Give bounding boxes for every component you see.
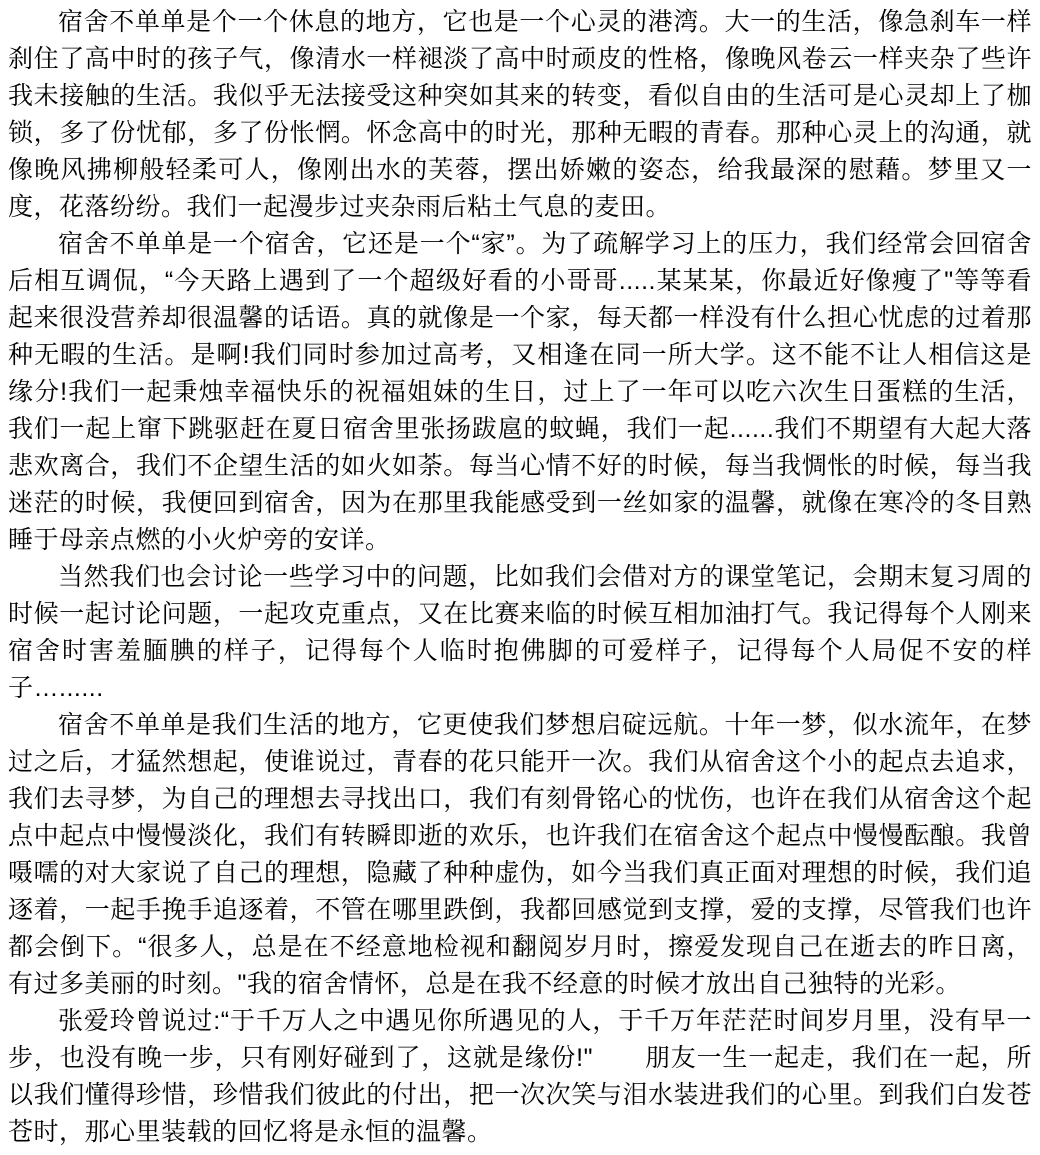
essay-paragraph-5: 张爱玲曾说过:“于千万人之中遇见你所遇见的人，于千万年茫茫时间岁月里，没有早一步，也没有晚一步，只有刚好碰到了，这就是缘份!" 朋友一生一起走，我们在一起，所以我们懂得珍惜，珍惜我们彼此的付出，把一次次笑与泪水装进我们的心里。到我们白发苍苍时，那心里装载的回忆将是永恒的温馨。 (8, 1007, 1032, 1146)
essay-paragraph-1: 宿舍不单单是个一个休息的地方，它也是一个心灵的港湾。大一的生活，像急刹车一样刹住了高中时的孩子气，像清水一样褪淡了高中时顽皮的性格，像晚风卷云一样夹杂了些许我未接触的生活。我似乎无法接受这种突如其来的转变，看似自由的生活可是心灵却上了枷锁，多了份忧郁，多了份怅惘。怀念高中的时光，那种无暇的青春。那种心灵上的沟通，就像晚风拂柳般轻柔可人，像刚出水的芙蓉，摆出娇嫩的姿态，给我最深的慰藉。梦里又一度，花落纷纷。我们一起漫步过夹杂雨后粘土气息的麦田。 (8, 8, 1032, 221)
essay-paragraph-4: 宿舍不单单是我们生活的地方，它更使我们梦想启碇远航。十年一梦，似水流年，在梦过之后，才猛然想起，使谁说过，青春的花只能开一次。我们从宿舍这个小的起点去追求，我们去寻梦，为自己的理想去寻找出口，我们有刻骨铭心的忧伤，也许在我们从宿舍这个起点中起点中慢慢淡化，我们有转瞬即逝的欢乐，也许我们在宿舍这个起点中慢慢酝酿。我曾嗫嚅的对大家说了自己的理想，隐藏了种种虚伪，如今当我们真正面对理想的时候，我们追逐着，一起手挽手追逐着，不管在哪里跌倒，我都回感觉到支撑，爱的支撑，尽管我们也许都会倒下。“很多人，总是在不经意地检视和翻阅岁月时，擦爱发现自己在逝去的昨日离，有过多美丽的时刻。"我的宿舍情怀，总是在我不经意的时候才放出自己独特的光彩。 (8, 711, 1032, 998)
essay-paragraph-2: 宿舍不单单是一个宿舍，它还是一个“家”。为了疏解学习上的压力，我们经常会回宿舍后相互调侃，“今天路上遇到了一个超级好看的小哥哥.....某某某，你最近好像瘦了"等等看起来很没营养却很温馨的话语。真的就像是一个家，每天都一样没有什么担心忧虑的过着那种无暇的生活。是啊!我们同时参加过高考，又相逢在同一所大学。这不能不让人相信这是缘分!我们一起秉烛幸福快乐的祝福姐妹的生日，过上了一年可以吃六次生日蛋糕的生活，我们一起上窜下跳驱赶在夏日宿舍里张扬跋扈的蚊蝇，我们一起......我们不期望有大起大落悲欢离合，我们不企望生活的如火如荼。每当心情不好的时候，每当我惆怅的时候，每当我迷茫的时候，我便回到宿舍，因为在那里我能感受到一丝如家的温馨，就像在寒冷的冬目熟睡于母亲点燃的小火炉旁的安详。 (8, 230, 1032, 554)
essay-paragraph-3: 当然我们也会讨论一些学习中的问题，比如我们会借对方的课堂笔记，会期末复习周的时候一起讨论问题，一起攻克重点，又在比赛来临的时候互相加油打气。我记得每个人刚来宿舍时害羞腼腆的样子，记得每个人临时抱佛脚的可爱样子，记得每个人局促不安的样子…...... (8, 563, 1032, 702)
